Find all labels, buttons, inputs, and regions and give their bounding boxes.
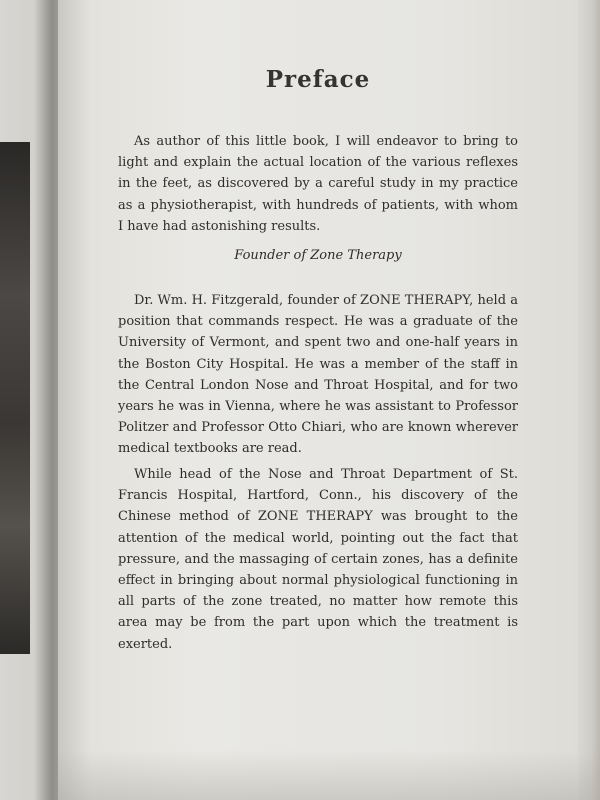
- facing-page-photo: [0, 142, 30, 654]
- page-title: Preface: [265, 66, 371, 93]
- section-subheading: Founder of Zone Therapy: [234, 248, 402, 263]
- intro-paragraph: As author of this little book, I will endeavor to bring to light and explain the actual location of the various reflexes in the feet, as discovered by a careful study in my practice as a physiotherapist, with hundreds of patients, with whom I have had astonishing results.: [118, 134, 518, 234]
- page-bottom-shadow: [58, 750, 600, 800]
- discovery-paragraph: While head of the Nose and Throat Department of St. Francis Hospital, Hartford, Conn., his discovery of the Chinese method of ZONE THERAPY was brought to the attention of the medical world, pointing out the fact that pressure, and the massaging of certain zones, has a definite effect in bringing about normal physiological functioning in all parts of the zone treated, no matter how remote this area may be from the part upon which the treatment is exerted.: [118, 467, 518, 652]
- fitzgerald-paragraph: Dr. Wm. H. Fitzgerald, founder of ZONE THERAPY, held a position that commands respect. He was a graduate of the University of Vermont, and spent two and one-half years in the Boston City Hospital. He was a member of the staff in the Central London Nose and Throat Hospital, and for two years he was in Vienna, where he was assistant to Professor Politzer and Professor Otto Chiari, who are known wherever medical textbooks are read.: [118, 293, 518, 457]
- page-edge: [578, 0, 600, 800]
